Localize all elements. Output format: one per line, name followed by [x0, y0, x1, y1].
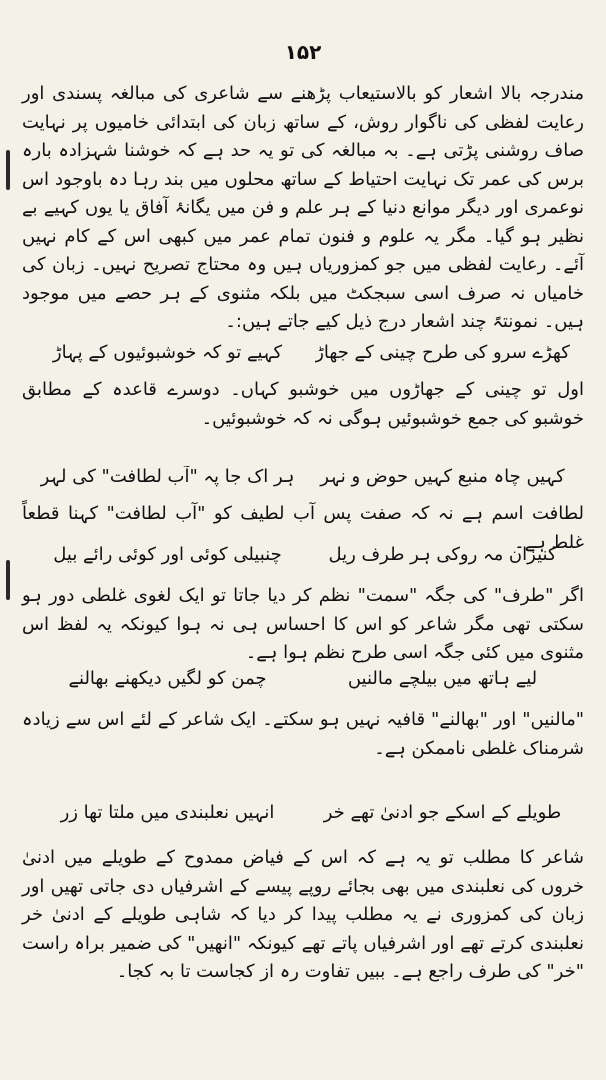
paragraph-commentary-3 — [22, 582, 584, 668]
paragraph-commentary-1 — [22, 376, 584, 433]
paragraph: اگر "طرف" کی جگہ "سمت" نظم کر دیا جاتا تو ایک لغوی غلطی دور ہو سکتی تھی مگر شاعر کو اس کا احساس ہی نہ ہوا کیونکہ یہ لفظ اس مثنوی میں کئی جگہ اسی طرح نظم ہوا ہے۔ — [22, 585, 584, 663]
misra: کنیزان مہ روکی ہر طرف ریل — [328, 544, 557, 565]
paragraph: شاعر کا مطلب تو یہ ہے کہ اس کے فیاض ممدوح کے طویلے میں ادنیٰ خروں کی نعلبندی میں بھی بجائے روپے پیسے کے اشرفیاں دی جاتی تھیں اور زبان کی کمزوری نے یہ مطلب پیدا کر دیا کہ شاہی طویلے کے ادنیٰ خر نعلبندی کرتے تھے اور اشرفیاں پاتے تھے کیونکہ "انھیں" کی ضمیر براہ راست "خر" کی طرف راجع ہے۔ ببیں تفاوت رہ از کجاست تا بہ کجا۔ — [22, 847, 584, 982]
misra: کہیں چاہ منبع کہیں حوض و نہر — [320, 466, 565, 487]
paragraph-commentary-5 — [22, 844, 584, 987]
couplet — [40, 668, 570, 698]
paragraph: لطافت اسم ہے نہ کہ صفت پس آب لطیف کو "آب لطافت" کہنا قطعاً غلط ہے۔ — [22, 503, 584, 553]
misra: کہیے تو کہ خوشبوئیوں کے پہاڑ — [52, 342, 283, 363]
misra: ہر اک جا پہ "آب لطافت" کی لہر — [40, 466, 295, 487]
paragraph-intro — [22, 80, 584, 337]
couplet — [40, 802, 570, 832]
misra: کھڑے سرو کی طرح چینی کے جھاڑ — [315, 342, 570, 363]
misra: لیے ہاتھ میں بیلچے مالنیں — [347, 668, 538, 689]
couplet — [40, 466, 570, 496]
misra: چمن کو لگیں دیکھنے بھالنے — [68, 668, 267, 689]
paragraph: مندرجہ بالا اشعار کو بالاستیعاب پڑھنے سے شاعری کی مبالغہ پسندی اور رعایت لفظی کی ناگوار روش، کے ساتھ زبان کی ابتدائی خامیوں پر نہایت صاف روشنی پڑتی ہے۔ بہ مبالغہ کی تو یہ حد ہے کہ خوشنا شہزادہ بارہ برس کی عمر تک نہایت احتیاط کے ساتھ محلوں میں بند رہا دہ باوجود اس نوعمری اور دیگر موانع دنیا کے ہر علم و فن میں یگانۂ آفاق یا یوں کہیے بے نظیر ہو گیا۔ مگر یہ علوم و فنون تمام عمر میں کبھی اس کے کام نہیں آئے۔ رعایت لفظی میں جو کمزوریاں ہیں وہ محتاج تصریح نہیں۔ زبان کی خامیاں نہ صرف اسی سبجکٹ میں بلکہ مثنوی کے ہر حصے میں موجود ہیں۔ نمونتہً چند اشعار درج ذیل کیے جاتے ہیں:۔ — [22, 83, 584, 332]
page-number: ۱۵۲ — [284, 40, 322, 64]
paragraph-commentary-4 — [22, 706, 584, 763]
paragraph: اول تو چینی کے جھاڑوں میں خوشبو کہاں۔ دوسرے قاعدہ کے مطابق خوشبو کی جمع خوشبوئیں ہوگی نہ کہ خوشبوئیں۔ — [22, 379, 584, 429]
couplet — [40, 342, 570, 372]
paragraph: "مالنیں" اور "بھالنے" قافیہ نہیں ہو سکتے۔ ایک شاعر کے لئے اس سے زیادہ شرمناک غلطی ناممکن ہے۔ — [22, 709, 584, 759]
misra: چنبیلی کوئی اور کوئی رائے بیل — [53, 544, 282, 565]
misra: طویلے کے اسکے جو ادنیٰ تھے خر — [323, 802, 562, 823]
couplet — [40, 544, 570, 574]
misra: انہیں نعلبندی میں ملتا تھا زر — [60, 802, 275, 823]
binding-mark — [6, 150, 10, 190]
binding-mark — [6, 560, 10, 600]
